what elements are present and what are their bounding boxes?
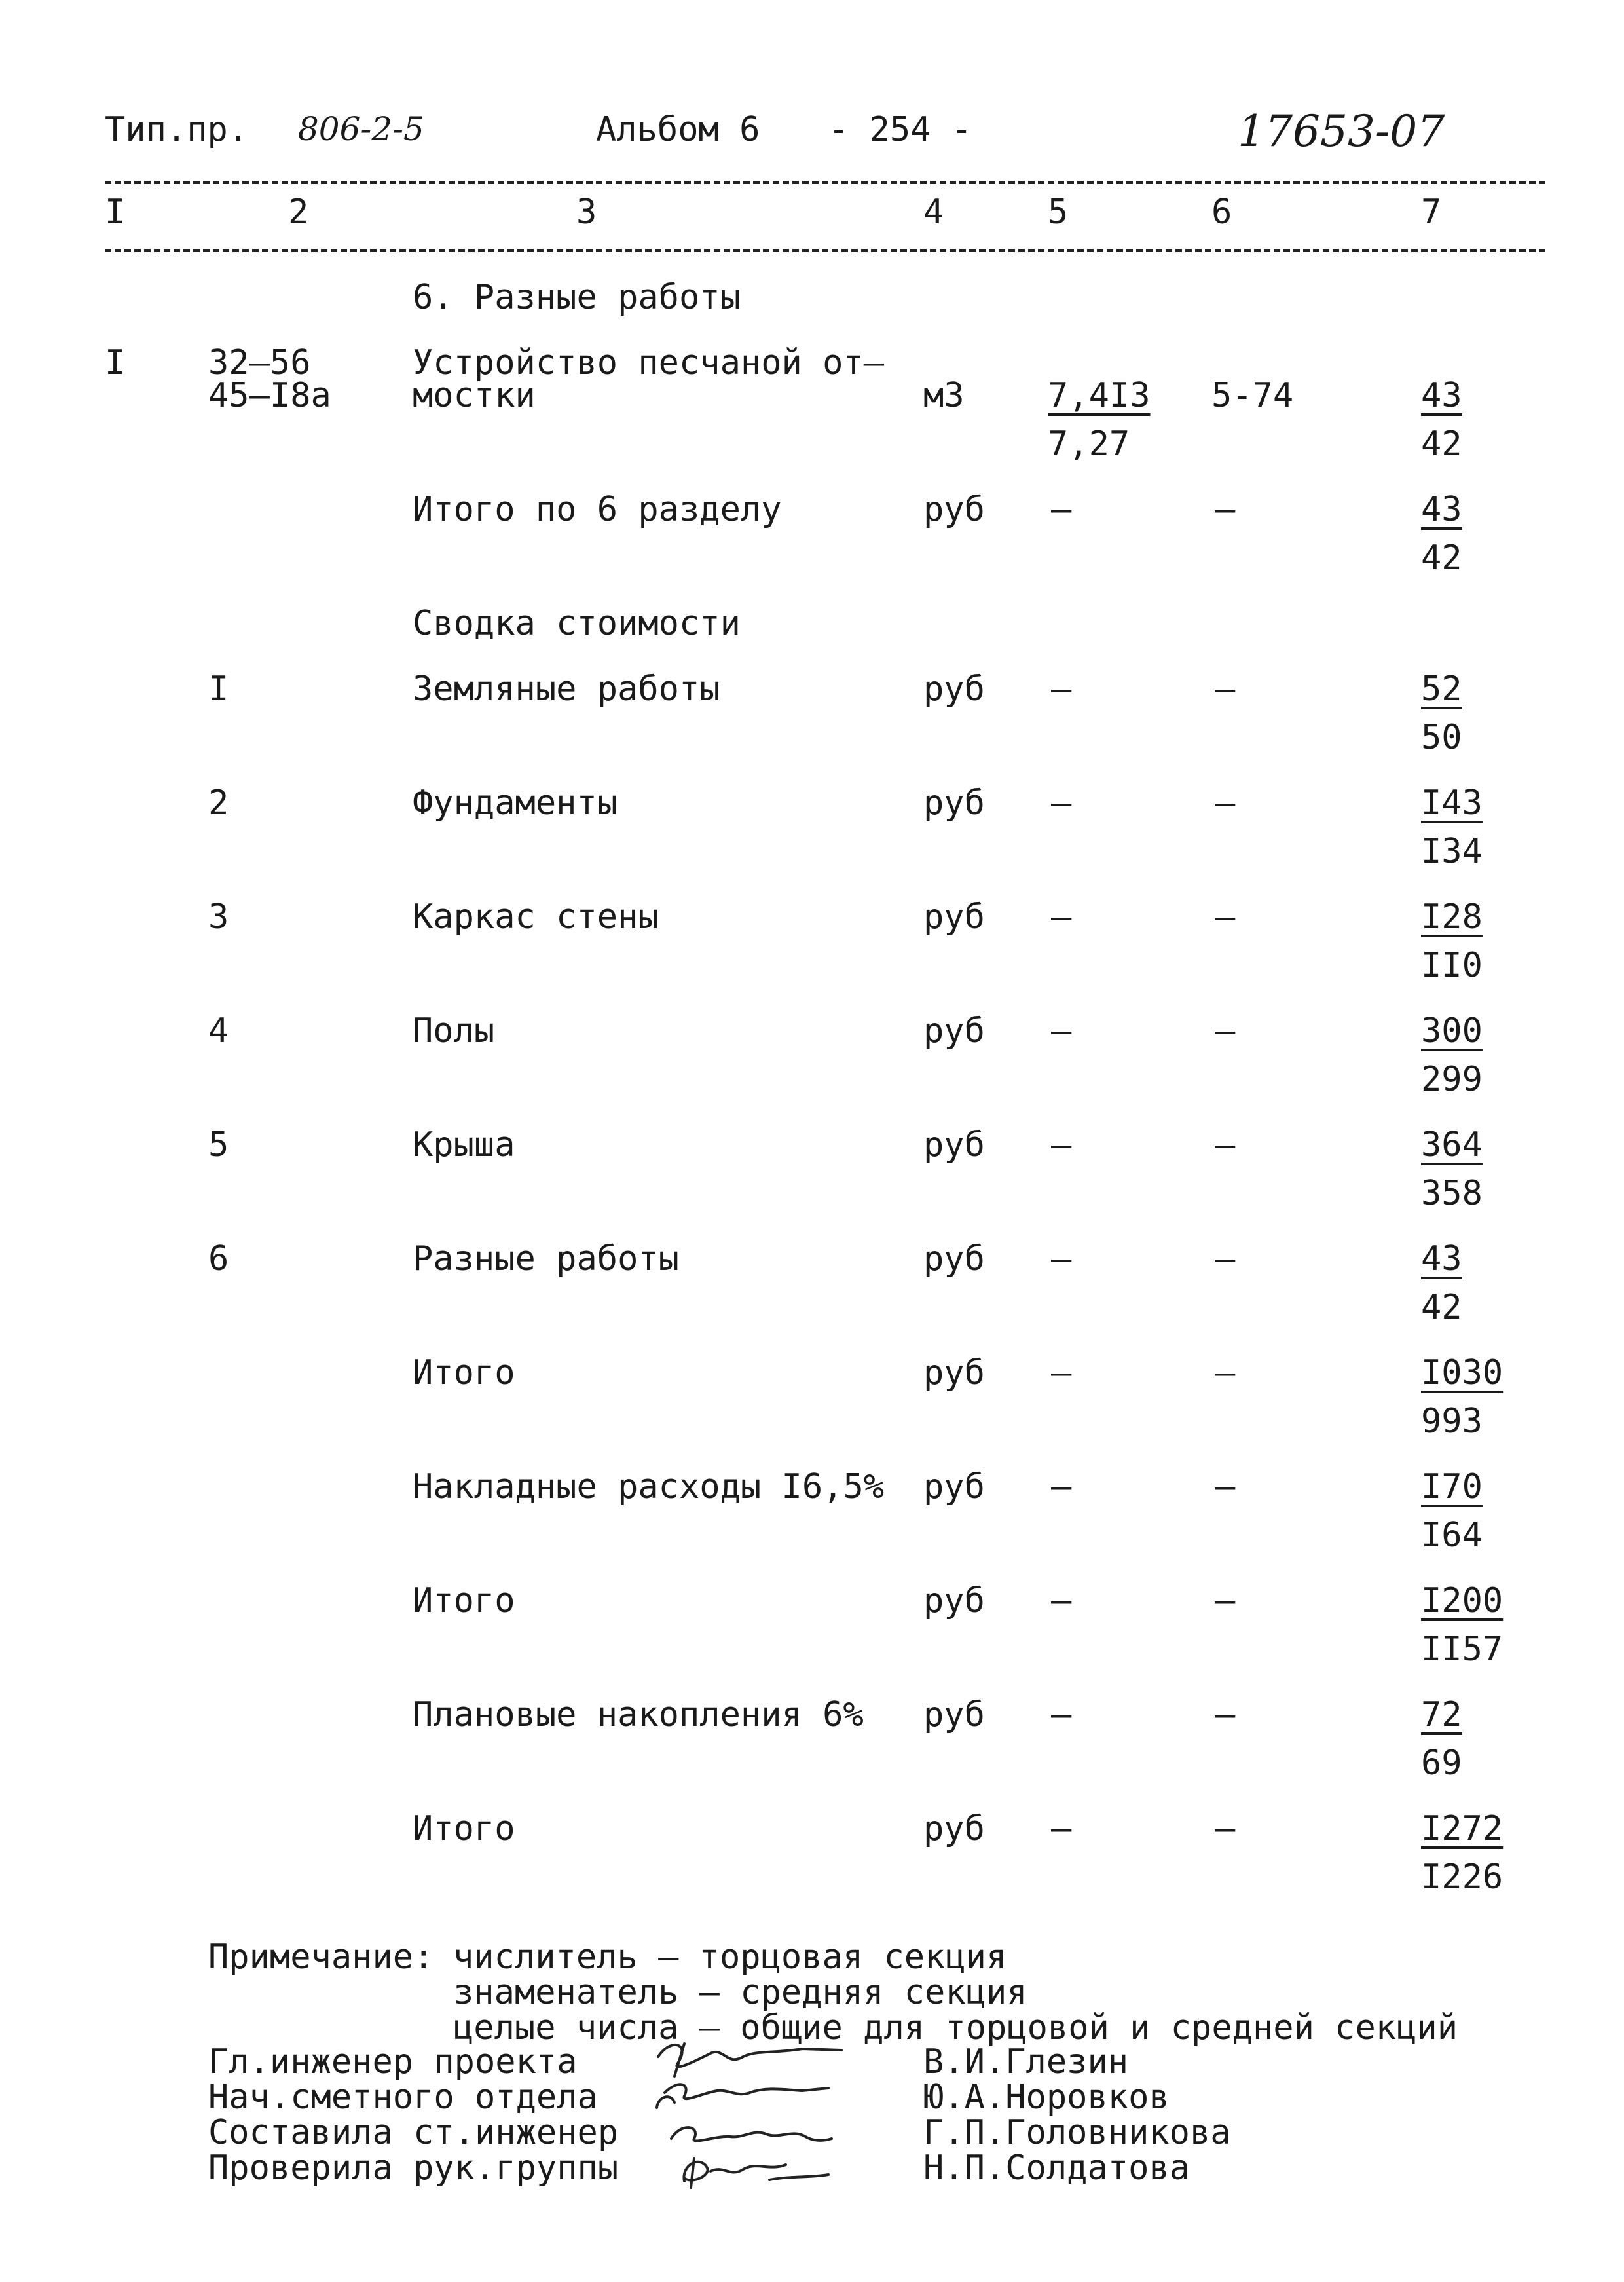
section-total-col6: –	[1215, 490, 1236, 529]
section-total-unit: руб	[923, 490, 985, 529]
summary-row-number: I	[208, 669, 229, 709]
summary-row-unit: руб	[923, 1239, 985, 1279]
summary-row-number: 6	[208, 1239, 229, 1279]
note-label: Примечание:	[208, 1937, 434, 1977]
summary-row-number: 4	[208, 1011, 229, 1051]
summary-row-col6: –	[1215, 783, 1236, 823]
summary-row-col5: –	[1051, 783, 1072, 823]
summary-row-col6: –	[1215, 1809, 1236, 1848]
summary-row-total-top: 52	[1421, 669, 1462, 709]
summary-row-total-bottom: 69	[1421, 1744, 1462, 1783]
summary-row-total-top: I272	[1421, 1809, 1504, 1848]
column-header-2: 2	[288, 193, 309, 232]
summary-row-unit: руб	[923, 1581, 985, 1620]
summary-row-label: Накладные расходы I6,5%	[413, 1467, 885, 1506]
summary-row-label: Разные работы	[413, 1239, 679, 1279]
header-rule-top	[105, 181, 1545, 184]
summary-row-col6: –	[1215, 669, 1236, 709]
summary-row-total-bottom: 299	[1421, 1060, 1483, 1099]
note-line-1: числитель – торцовая секция	[453, 1937, 1007, 1977]
item-code-2: 45–I8a	[208, 376, 331, 415]
summary-row-col5: –	[1051, 897, 1072, 937]
summary-row-unit: руб	[923, 1125, 985, 1165]
note-line-3: целые числа – общие для торцовой и средней секций	[453, 2008, 1458, 2048]
summary-row-col6: –	[1215, 1695, 1236, 1734]
summary-row-col5: –	[1051, 1467, 1072, 1506]
summary-row-unit: руб	[923, 1467, 985, 1506]
summary-row-unit: руб	[923, 1011, 985, 1051]
summary-row-unit: руб	[923, 669, 985, 709]
album-label: Альбом 6	[596, 110, 760, 149]
item-code-1: 32–56	[208, 343, 311, 383]
item-quantity-top: 7,4I3	[1048, 376, 1151, 415]
summary-row-number: 2	[208, 783, 229, 823]
signature-name-checker: Н.П.Солдатова	[923, 2148, 1190, 2188]
summary-row-total-top: 72	[1421, 1695, 1462, 1734]
signature-role-head-of-estimates: Нач.сметного отдела	[208, 2078, 598, 2117]
summary-row-total-bottom: I34	[1421, 832, 1483, 871]
summary-row-total-top: I28	[1421, 897, 1483, 937]
section-total-label: Итого по 6 разделу	[413, 490, 782, 529]
summary-row-total-top: I200	[1421, 1581, 1504, 1620]
type-project-label: Тип.пр.	[105, 110, 249, 149]
signature-name-head-of-estimates: Ю.А.Норовков	[923, 2078, 1170, 2117]
summary-row-unit: руб	[923, 1809, 985, 1848]
summary-row-unit: руб	[923, 1353, 985, 1393]
summary-row-col6: –	[1215, 1467, 1236, 1506]
summary-row-col6: –	[1215, 1125, 1236, 1165]
handwritten-signatures	[645, 2030, 881, 2201]
summary-row-total-top: I030	[1421, 1353, 1504, 1393]
summary-row-total-top: 43	[1421, 1239, 1462, 1279]
summary-title: Сводка стоимости	[413, 604, 741, 643]
item-unit: м3	[923, 376, 965, 415]
summary-row-label: Каркас стены	[413, 897, 659, 937]
summary-row-total-bottom: 993	[1421, 1402, 1483, 1441]
summary-row-col5: –	[1051, 1239, 1072, 1279]
summary-row-total-bottom: I226	[1421, 1858, 1504, 1897]
summary-row-label: Фундаменты	[413, 783, 618, 823]
column-header-4: 4	[923, 193, 944, 232]
summary-row-total-top: I43	[1421, 783, 1483, 823]
summary-row-col6: –	[1215, 1011, 1236, 1051]
summary-row-col6: –	[1215, 1581, 1236, 1620]
item-total-top: 43	[1421, 376, 1462, 415]
section-title: 6. Разные работы	[413, 278, 741, 317]
section-total-top: 43	[1421, 490, 1462, 529]
summary-row-label: Полы	[413, 1011, 495, 1051]
type-project-number: 806-2-5	[298, 110, 424, 148]
summary-row-unit: руб	[923, 783, 985, 823]
signature-name-compiler: Г.П.Головникова	[923, 2113, 1231, 2152]
item-quantity-bottom: 7,27	[1048, 424, 1130, 464]
item-price: 5-74	[1211, 376, 1294, 415]
summary-row-col5: –	[1051, 1695, 1072, 1734]
summary-row-unit: руб	[923, 897, 985, 937]
column-header-3: 3	[576, 193, 597, 232]
signature-name-chief-engineer: В.И.Глезин	[923, 2042, 1129, 2082]
summary-row-total-bottom: II0	[1421, 946, 1483, 985]
summary-row-col6: –	[1215, 1239, 1236, 1279]
summary-row-col5: –	[1051, 1581, 1072, 1620]
item-name-line-2: мостки	[413, 376, 536, 415]
page-number: - 254 -	[828, 110, 972, 149]
column-header-1: I	[105, 193, 126, 232]
summary-row-label: Земляные работы	[413, 669, 720, 709]
summary-row-number: 5	[208, 1125, 229, 1165]
summary-row-number: 3	[208, 897, 229, 937]
summary-row-total-bottom: II57	[1421, 1630, 1504, 1669]
note-line-2: знаменатель – средняя секция	[453, 1973, 1027, 2012]
summary-row-unit: руб	[923, 1695, 985, 1734]
item-total-bottom: 42	[1421, 424, 1462, 464]
summary-row-col5: –	[1051, 1011, 1072, 1051]
summary-row-col5: –	[1051, 1353, 1072, 1393]
signature-role-compiler: Составила ст.инженер	[208, 2113, 619, 2152]
section-total-bottom: 42	[1421, 538, 1462, 578]
summary-row-label: Крыша	[413, 1125, 515, 1165]
signature-role-checker: Проверила рук.группы	[208, 2148, 619, 2188]
column-header-6: 6	[1211, 193, 1232, 232]
summary-row-col5: –	[1051, 1809, 1072, 1848]
summary-row-total-bottom: 50	[1421, 718, 1462, 757]
summary-row-col6: –	[1215, 1353, 1236, 1393]
item-number: I	[105, 343, 126, 383]
item-name-line-1: Устройство песчаной от–	[413, 343, 885, 383]
summary-row-total-bottom: 42	[1421, 1288, 1462, 1327]
summary-row-total-top: I70	[1421, 1467, 1483, 1506]
header-rule-bottom	[105, 249, 1545, 252]
summary-row-total-bottom: I64	[1421, 1516, 1483, 1555]
summary-row-total-bottom: 358	[1421, 1174, 1483, 1213]
section-total-col5: –	[1051, 490, 1072, 529]
column-header-5: 5	[1048, 193, 1069, 232]
signature-role-chief-engineer: Гл.инженер проекта	[208, 2042, 578, 2082]
document-number: 17653-07	[1238, 106, 1445, 157]
summary-row-label: Плановые накопления 6%	[413, 1695, 864, 1734]
summary-row-total-top: 364	[1421, 1125, 1483, 1165]
summary-row-col6: –	[1215, 897, 1236, 937]
column-header-7: 7	[1421, 193, 1442, 232]
summary-row-label: Итого	[413, 1581, 515, 1620]
summary-row-col5: –	[1051, 1125, 1072, 1165]
summary-row-total-top: 300	[1421, 1011, 1483, 1051]
summary-row-label: Итого	[413, 1809, 515, 1848]
summary-row-label: Итого	[413, 1353, 515, 1393]
summary-row-col5: –	[1051, 669, 1072, 709]
